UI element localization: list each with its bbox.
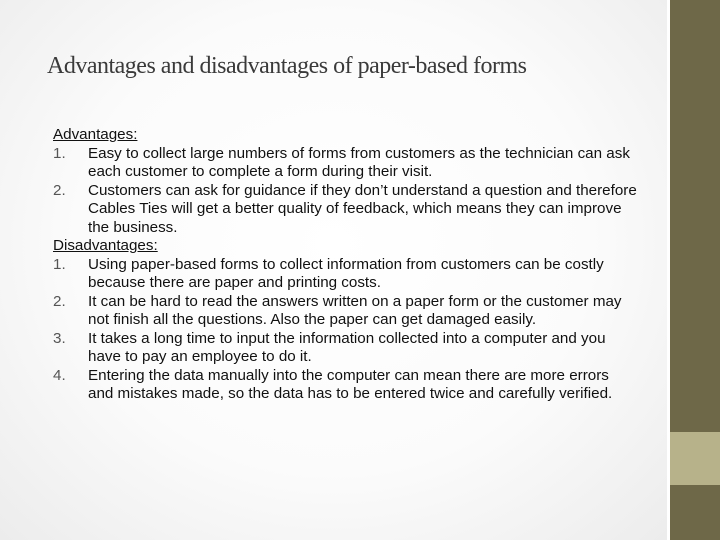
list-item-text: Entering the data manually into the computer can mean there are more errors and mistakes made, so the data has to be entered twice and carefully verified. <box>88 366 613 402</box>
list-item <box>53 256 638 293</box>
list-item <box>53 293 638 330</box>
slide-content <box>53 126 638 404</box>
advantages-heading: Advantages: <box>53 126 138 143</box>
advantages-list <box>53 145 638 238</box>
slide-title: Advantages and disadvantages of paper-based forms <box>47 53 527 79</box>
list-item-text: It can be hard to read the answers written on a paper form or the customer may not finish all the questions. Also the paper can get damaged easily. <box>88 292 622 328</box>
list-item-text: Easy to collect large numbers of forms from customers as the technician can ask each customer to complete a form during their visit. <box>88 144 630 180</box>
list-item-text: It takes a long time to input the information collected into a computer and you have to pay an employee to do it. <box>88 329 606 365</box>
list-item-text: Using paper-based forms to collect information from customers can be costly because there are paper and printing costs. <box>88 255 604 291</box>
disadvantages-list <box>53 256 638 404</box>
list-item-number: 4. <box>53 366 66 384</box>
list-item <box>53 182 638 238</box>
list-item-number: 2. <box>53 292 66 310</box>
list-item <box>53 145 638 182</box>
list-item-number: 1. <box>53 255 66 273</box>
list-item-number: 3. <box>53 329 66 347</box>
list-item-number: 2. <box>53 181 66 199</box>
disadvantages-heading: Disadvantages: <box>53 237 158 254</box>
list-item <box>53 367 638 404</box>
sidebar-accent-block <box>670 432 720 485</box>
list-item-text: Customers can ask for guidance if they don’t understand a question and therefore Cables Ties will get a better quality of feedback, which means they can improve the business. <box>88 181 637 236</box>
list-item-number: 1. <box>53 144 66 162</box>
list-item <box>53 330 638 367</box>
